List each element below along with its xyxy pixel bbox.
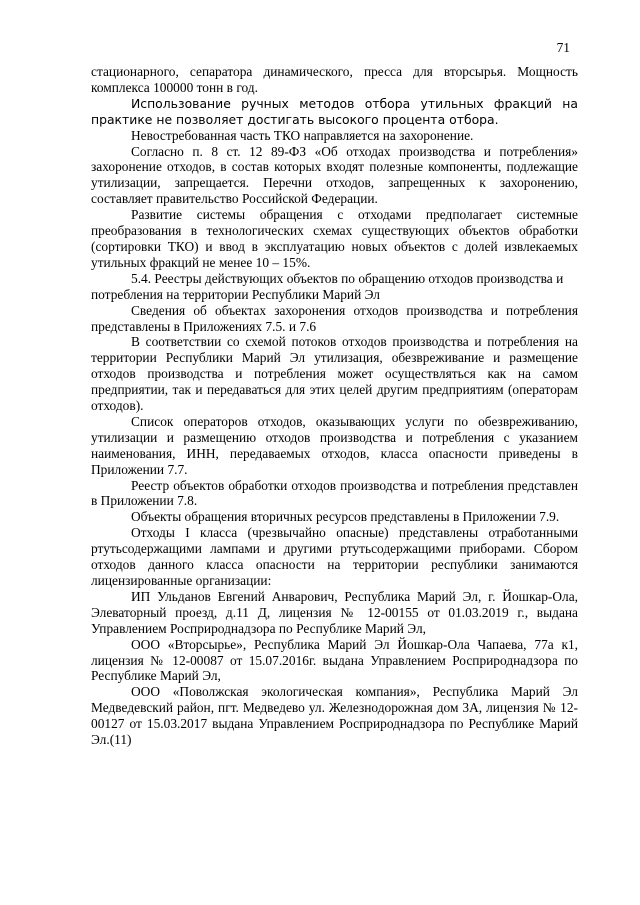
- section-heading: 5.4. Реестры действующих объектов по обращению отходов производства и потребления на территории Республики Марий Эл: [91, 270, 564, 302]
- paragraph-8: В соответствии со схемой потоков отходов производства и потребления на территории Республики Марий Эл утилизация, обезвреживание и размещение отходов производства и потребления может осуществляться как на самом предприятии, так и передаваться для этих целей другим предприятиям (операторам отходов).: [91, 334, 578, 414]
- paragraph-1: стационарного, сепаратора динамического, пресса для вторсырья. Мощность комплекса 100000 тонн в год.: [91, 64, 578, 95]
- paragraph-3: Невостребованная часть ТКО направляется на захоронение.: [131, 127, 474, 143]
- paragraph-12: Отходы I класса (чрезвычайно опасные) представлены отработанными ртутьсодержащими лампами и другими ртутьсодержащими приборами. Сбором отходов данного класса опасности на территории республики занимаются лицензированные организации:: [91, 525, 578, 588]
- paragraph-7: Сведения об объектах захоронения отходов производства и потребления представлены в Приложениях 7.5. и 7.6: [91, 302, 578, 334]
- paragraph-11: Объекты обращения вторичных ресурсов представлены в Приложении 7.9.: [131, 509, 560, 525]
- paragraph-9: Список операторов отходов, оказывающих услуги по обезвреживанию, утилизации и размещению отходов производства и потребления с указанием наименования, ИНН, передаваемых отходов, класса опасности приведены в Приложении 7.7.: [91, 413, 578, 477]
- paragraph-5: Развитие системы обращения с отходами предполагает системные преобразования в технологических схемах существующих объектов обработки (сортировки ТКО) и ввод в эксплуатацию новых объектов с долей извлекаемых утильных фракций не менее 10 – 15%.: [91, 207, 578, 270]
- page-number: 71: [556, 40, 570, 55]
- paragraph-2: Использование ручных методов отбора утильных фракций на практике не позволяет достигать высокого процента отбора.: [91, 95, 578, 127]
- paragraph-10: Реестр объектов обработки отходов производства и потребления представлен в Приложении 7.8.: [91, 477, 578, 509]
- paragraph-4: Согласно п. 8 ст. 12 89-ФЗ «Об отходах производства и потребления» захоронение отходов, в состав которых входят полезные компоненты, подлежащие утилизации, запрещается. Перечни отходов, запрещенных к захоронению, составляет правительство Российской Федерации.: [91, 143, 578, 207]
- paragraph-15: ООО «Поволжская экологическая компания», Республика Марий Эл Медведевский район, пгт. Медведево ул. Железнодорожная дом 3А, лицензия № 12-00127 от 15.03.2017 выдана Управлением Росприроднадзора по Республике Марий Эл.(11): [91, 684, 578, 748]
- paragraph-13: ИП Ульданов Евгений Анварович, Республика Марий Эл, г. Йошкар-Ола, Элеваторный проезд, д.11 Д, лицензия № 12-00155 от 01.03.2019 г., выдана Управлением Росприроднадзора по Республике Марий Эл,: [91, 588, 578, 636]
- document-body: [91, 64, 578, 748]
- paragraph-14: ООО «Вторсырье», Республика Марий Эл Йошкар-Ола Чапаева, 77а к1, лицензия № 12-00087 от 15.07.2016г. выдана Управлением Росприроднадзора по Республике Марий Эл,: [91, 636, 578, 684]
